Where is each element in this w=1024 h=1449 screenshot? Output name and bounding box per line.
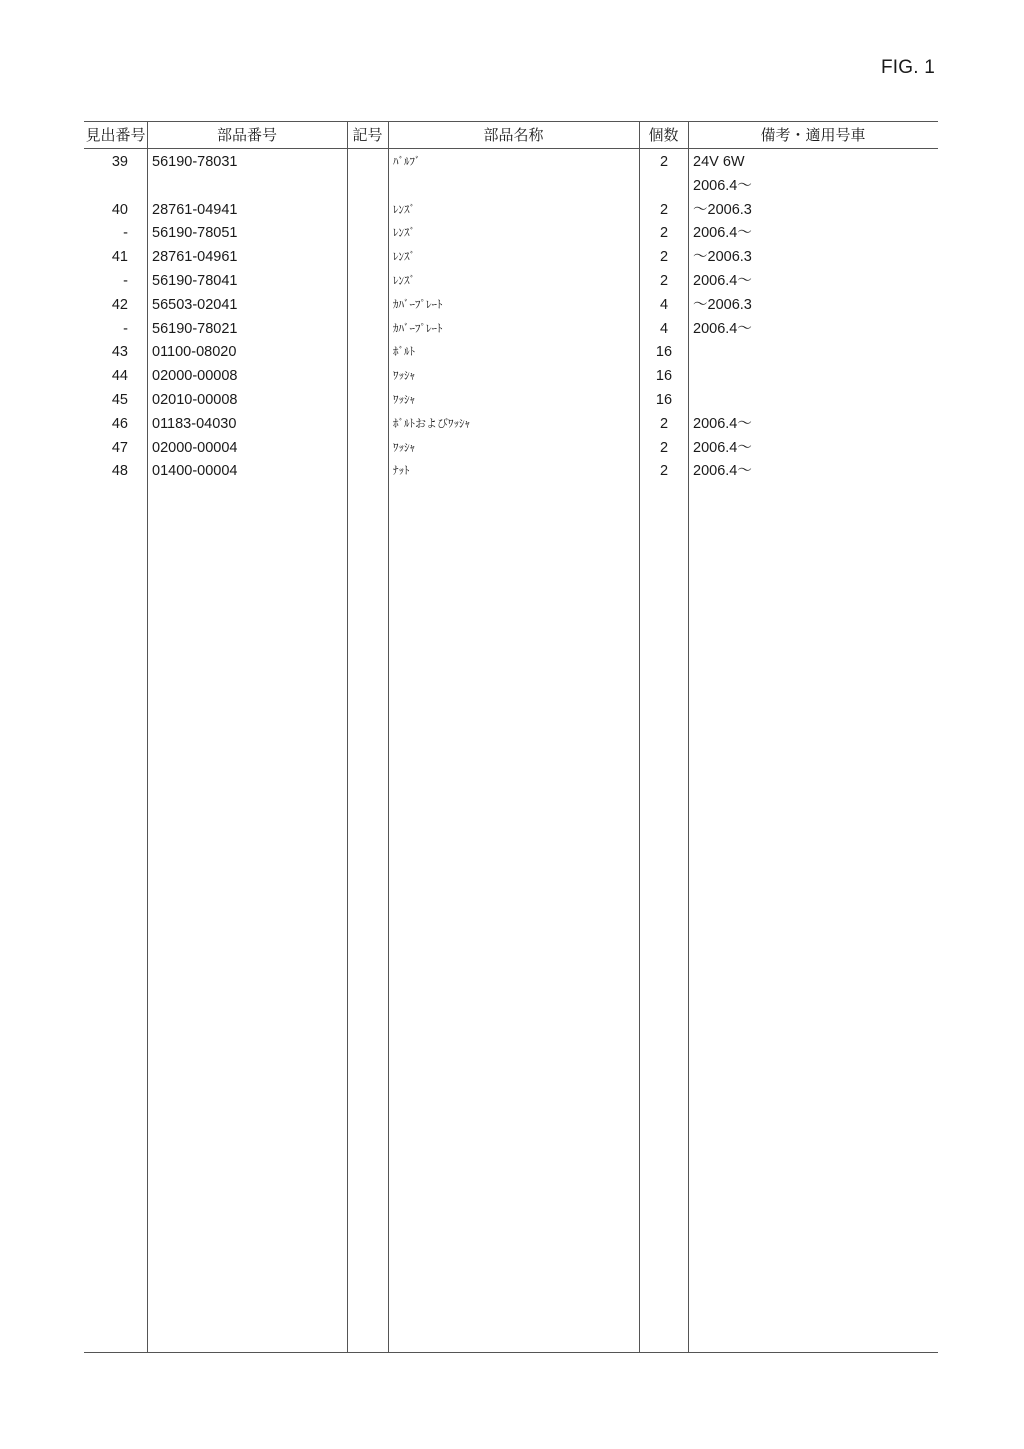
cell-symbol: [348, 269, 388, 293]
cell-part-name: ｶﾊﾞｰﾌﾟﾚｰﾄ: [393, 321, 443, 335]
cell-remarks: 2006.4〜: [693, 320, 752, 337]
cell-index-no: 39: [111, 154, 128, 170]
cell-remarks: 2006.4〜: [693, 415, 752, 432]
cell-part-no: 01400-00004: [152, 463, 238, 480]
cell-index-no: [84, 174, 128, 198]
cell-index-no: 44: [111, 368, 128, 385]
cell-index-no: -: [123, 320, 128, 337]
cell-part-name: ｶﾊﾞｰﾌﾟﾚｰﾄ: [393, 297, 443, 311]
cell-qty: 2: [659, 439, 669, 456]
cell-qty: 4: [659, 320, 669, 337]
cell-remarks: 2006.4〜: [693, 225, 752, 242]
cell-qty: 16: [655, 392, 673, 408]
cell-part-name: ﾎﾞﾙﾄおよびﾜｯｼｬ: [393, 416, 470, 430]
table-row: [84, 412, 938, 436]
table-row: [84, 150, 938, 174]
cell-part-name: ﾅｯﾄ: [393, 464, 410, 478]
cell-part-name: ﾊﾞﾙﾌﾞ: [393, 155, 421, 168]
cell-part-no: 01183-04030: [152, 415, 237, 432]
cell-symbol: [348, 317, 388, 341]
table-row: [84, 436, 938, 460]
cell-remarks: [693, 340, 933, 364]
cell-index-no: 48: [111, 463, 128, 480]
cell-part-no: 56190-78031: [152, 154, 238, 170]
cell-index-no: 41: [111, 249, 128, 266]
cell-part-name: ﾚﾝｽﾞ: [393, 202, 415, 216]
header-part-name: 部品名称: [483, 126, 544, 144]
cell-part-no: 02010-00008: [152, 392, 238, 408]
cell-part-name: ﾚﾝｽﾞ: [393, 226, 415, 240]
cell-part-name: ﾜｯｼｬ: [393, 369, 415, 383]
table-row: [84, 317, 938, 341]
cell-symbol: [348, 364, 388, 388]
cell-qty: 2: [659, 249, 669, 266]
cell-symbol: [348, 388, 388, 412]
cell-part-no: 56190-78041: [152, 273, 238, 289]
table-header: [84, 122, 938, 149]
cell-part-no: 02000-00004: [152, 439, 238, 456]
cell-symbol: [348, 459, 388, 483]
cell-remarks: 〜2006.3: [693, 249, 752, 266]
cell-index-no: -: [123, 225, 128, 242]
cell-qty: 2: [659, 154, 669, 170]
cell-qty: [640, 174, 688, 198]
cell-symbol: [348, 174, 388, 198]
cell-remarks: [693, 388, 933, 412]
cell-remarks: 2006.4〜: [693, 273, 752, 289]
cell-part-no: 28761-04941: [152, 201, 238, 218]
cell-part-name: [393, 174, 638, 198]
cell-part-no: 56503-02041: [152, 296, 238, 313]
cell-remarks: 2006.4〜: [693, 463, 752, 480]
cell-remarks: 2006.4〜: [693, 439, 752, 456]
cell-part-no: 01100-08020: [152, 344, 237, 361]
cell-part-no: 56190-78021: [152, 320, 238, 337]
cell-symbol: [348, 340, 388, 364]
table-row: [84, 293, 938, 317]
cell-qty: 16: [655, 368, 673, 385]
cell-symbol: [348, 150, 388, 174]
table-row: [84, 340, 938, 364]
cell-qty: 2: [659, 415, 669, 432]
cell-remarks: 〜2006.3: [693, 296, 752, 313]
cell-index-no: 47: [111, 439, 128, 456]
cell-remarks: 〜2006.3: [693, 201, 752, 218]
header-remarks: 備考・適用号車: [760, 126, 866, 144]
table-row: [84, 459, 938, 483]
table-row: [84, 198, 938, 222]
cell-symbol: [348, 245, 388, 269]
cell-index-no: 45: [111, 392, 128, 408]
cell-qty: 4: [659, 296, 669, 313]
cell-symbol: [348, 198, 388, 222]
cell-qty: 2: [659, 273, 669, 289]
cell-qty: 2: [659, 201, 669, 218]
cell-symbol: [348, 412, 388, 436]
cell-index-no: -: [123, 273, 128, 289]
header-qty: 個数: [648, 126, 679, 144]
header-part-no: 部品番号: [216, 126, 277, 144]
cell-part-name: ﾎﾞﾙﾄ: [393, 345, 415, 359]
header-index-no: 見出番号: [85, 126, 146, 144]
header-symbol: 記号: [352, 126, 383, 144]
figure-label: FIG. 1: [881, 57, 935, 78]
cell-part-no: 02000-00008: [152, 368, 238, 385]
cell-part-no: 56190-78051: [152, 225, 238, 242]
cell-remarks: 24V 6W: [693, 154, 745, 170]
cell-part-no: 28761-04961: [152, 249, 238, 266]
cell-qty: 16: [655, 344, 673, 361]
table-row: [84, 388, 938, 412]
cell-qty: 2: [659, 463, 669, 480]
table-row: [84, 245, 938, 269]
cell-index-no: 40: [111, 201, 128, 218]
cell-qty: 2: [659, 225, 669, 242]
parts-table: [84, 121, 938, 1353]
table-row: [84, 221, 938, 245]
cell-part-name: ﾚﾝｽﾞ: [393, 274, 415, 287]
cell-symbol: [348, 221, 388, 245]
cell-symbol: [348, 293, 388, 317]
cell-part-name: ﾚﾝｽﾞ: [393, 250, 415, 264]
cell-part-name: ﾜｯｼｬ: [393, 393, 415, 406]
table-row: [84, 174, 938, 198]
cell-remarks: 2006.4〜: [693, 177, 752, 194]
cell-index-no: 43: [111, 344, 128, 361]
cell-symbol: [348, 436, 388, 460]
cell-index-no: 42: [111, 296, 128, 313]
cell-part-name: ﾜｯｼｬ: [393, 440, 415, 454]
table-row: [84, 364, 938, 388]
table-row: [84, 269, 938, 293]
cell-index-no: 46: [111, 415, 128, 432]
cell-remarks: [693, 364, 933, 388]
cell-part-no: [152, 174, 342, 198]
